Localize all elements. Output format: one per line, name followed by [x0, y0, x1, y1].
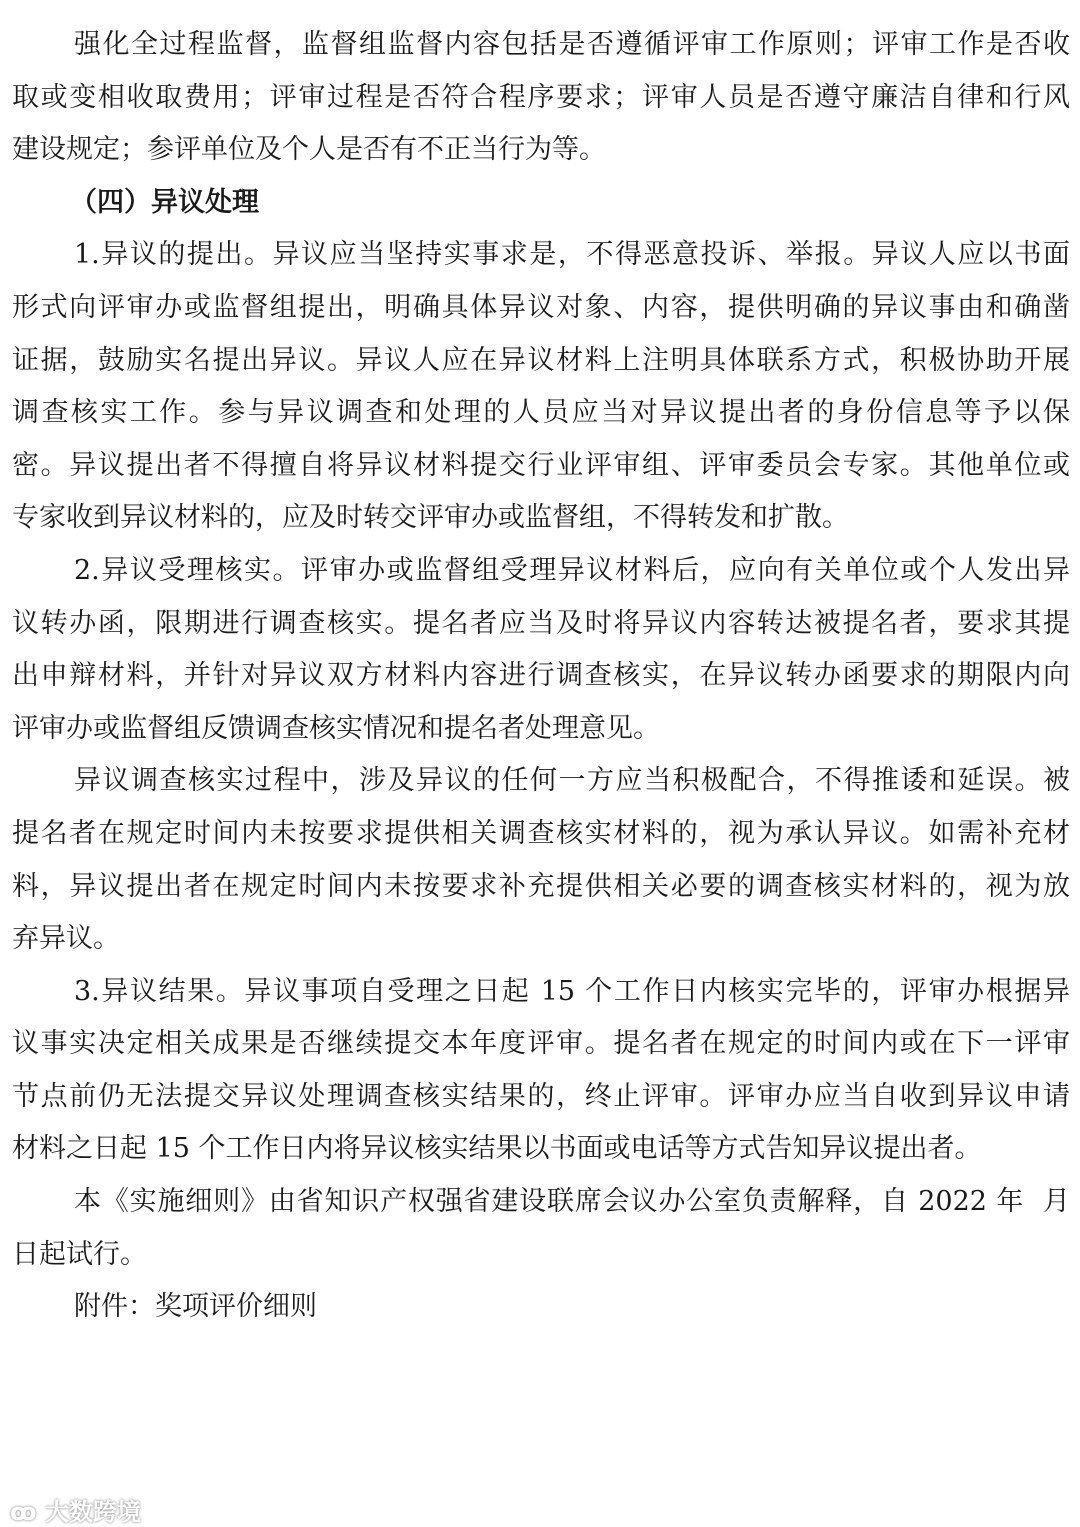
- paragraph-line: 材料之日起 15 个工作日内将异议核实结果以书面或电话等方式告知异议提出者。: [12, 1133, 982, 1165]
- paragraph-line: 料，异议提出者在规定时间内未按要求补充提供相关必要的调查核实材料的，视为放: [12, 870, 1070, 902]
- paragraph-line: 议事实决定相关成果是否继续提交本年度评审。提名者在规定的时间内或在下一评审: [12, 1028, 1070, 1060]
- paragraph-line: 建设规定；参评单位及个人是否有不正当行为等。: [12, 134, 606, 166]
- paragraph-line: 异议调查核实过程中，涉及异议的任何一方应当积极配合，不得推诿和延误。被: [74, 765, 1070, 797]
- paragraph-line: 附件：奖项评价细则: [74, 1291, 317, 1323]
- paragraph-line: 2.异议受理核实。评审办或监督组受理异议材料后，应向有关单位或个人发出异: [74, 554, 1070, 586]
- paragraph-line: 取或变相收取费用；评审过程是否符合程序要求；评审人员是否遵守廉洁自律和行风: [12, 81, 1070, 113]
- watermark-text: 大数跨境: [44, 1498, 141, 1526]
- paragraph-line: 本《实施细则》由省知识产权强省建设联席会议办公室负责解释，自 2022 年 月: [74, 1186, 1070, 1218]
- paragraph-line: 调查核实工作。参与异议调查和处理的人员应当对异议提出者的身份信息等予以保: [12, 397, 1070, 429]
- document-body: [12, 19, 1070, 1334]
- paragraph-line: 密。异议提出者不得擅自将异议材料提交行业评审组、评审委员会专家。其他单位或: [12, 449, 1070, 481]
- paragraph-line: 提名者在规定时间内未按要求提供相关调查核实材料的，视为承认异议。如需补充材: [12, 817, 1070, 849]
- section-heading: （四）异议处理: [70, 186, 259, 218]
- paragraph-line: 评审办或监督组反馈调查核实情况和提名者处理意见。: [12, 712, 660, 744]
- paragraph-line: 议转办函，限期进行调查核实。提名者应当及时将异议内容转达被提名者，要求其提: [12, 607, 1070, 639]
- paragraph-line: 3.异议结果。异议事项自受理之日起 15 个工作日内核实完毕的，评审办根据异: [74, 975, 1070, 1007]
- paragraph-line: 强化全过程监督，监督组监督内容包括是否遵循评审工作原则；评审工作是否收: [74, 29, 1070, 60]
- paragraph-line: 形式向评审办或监督组提出，明确具体异议对象、内容，提供明确的异议事由和确凿: [12, 291, 1070, 323]
- paragraph-line: 弃异议。: [12, 923, 120, 955]
- paragraph-line: 证据，鼓励实名提出异议。异议人应在异议材料上注明具体联系方式，积极协助开展: [12, 344, 1070, 376]
- paragraph-line: 节点前仍无法提交异议处理调查核实结果的，终止评审。评审办应当自收到异议申请: [12, 1080, 1070, 1112]
- paragraph-line: 专家收到异议材料的，应及时转交评审办或监督组，不得转发和扩散。: [12, 502, 849, 534]
- watermark-logo: ꝏ 大数跨境: [10, 1498, 141, 1526]
- paragraph-line: 1.异议的提出。异议应当坚持实事求是，不得恶意投诉、举报。异议人应以书面: [74, 239, 1070, 271]
- paragraph-line: 出申辩材料，并针对异议双方材料内容进行调查核实，在异议转办函要求的期限内向: [12, 660, 1070, 692]
- paragraph-line: 日起试行。: [12, 1238, 147, 1270]
